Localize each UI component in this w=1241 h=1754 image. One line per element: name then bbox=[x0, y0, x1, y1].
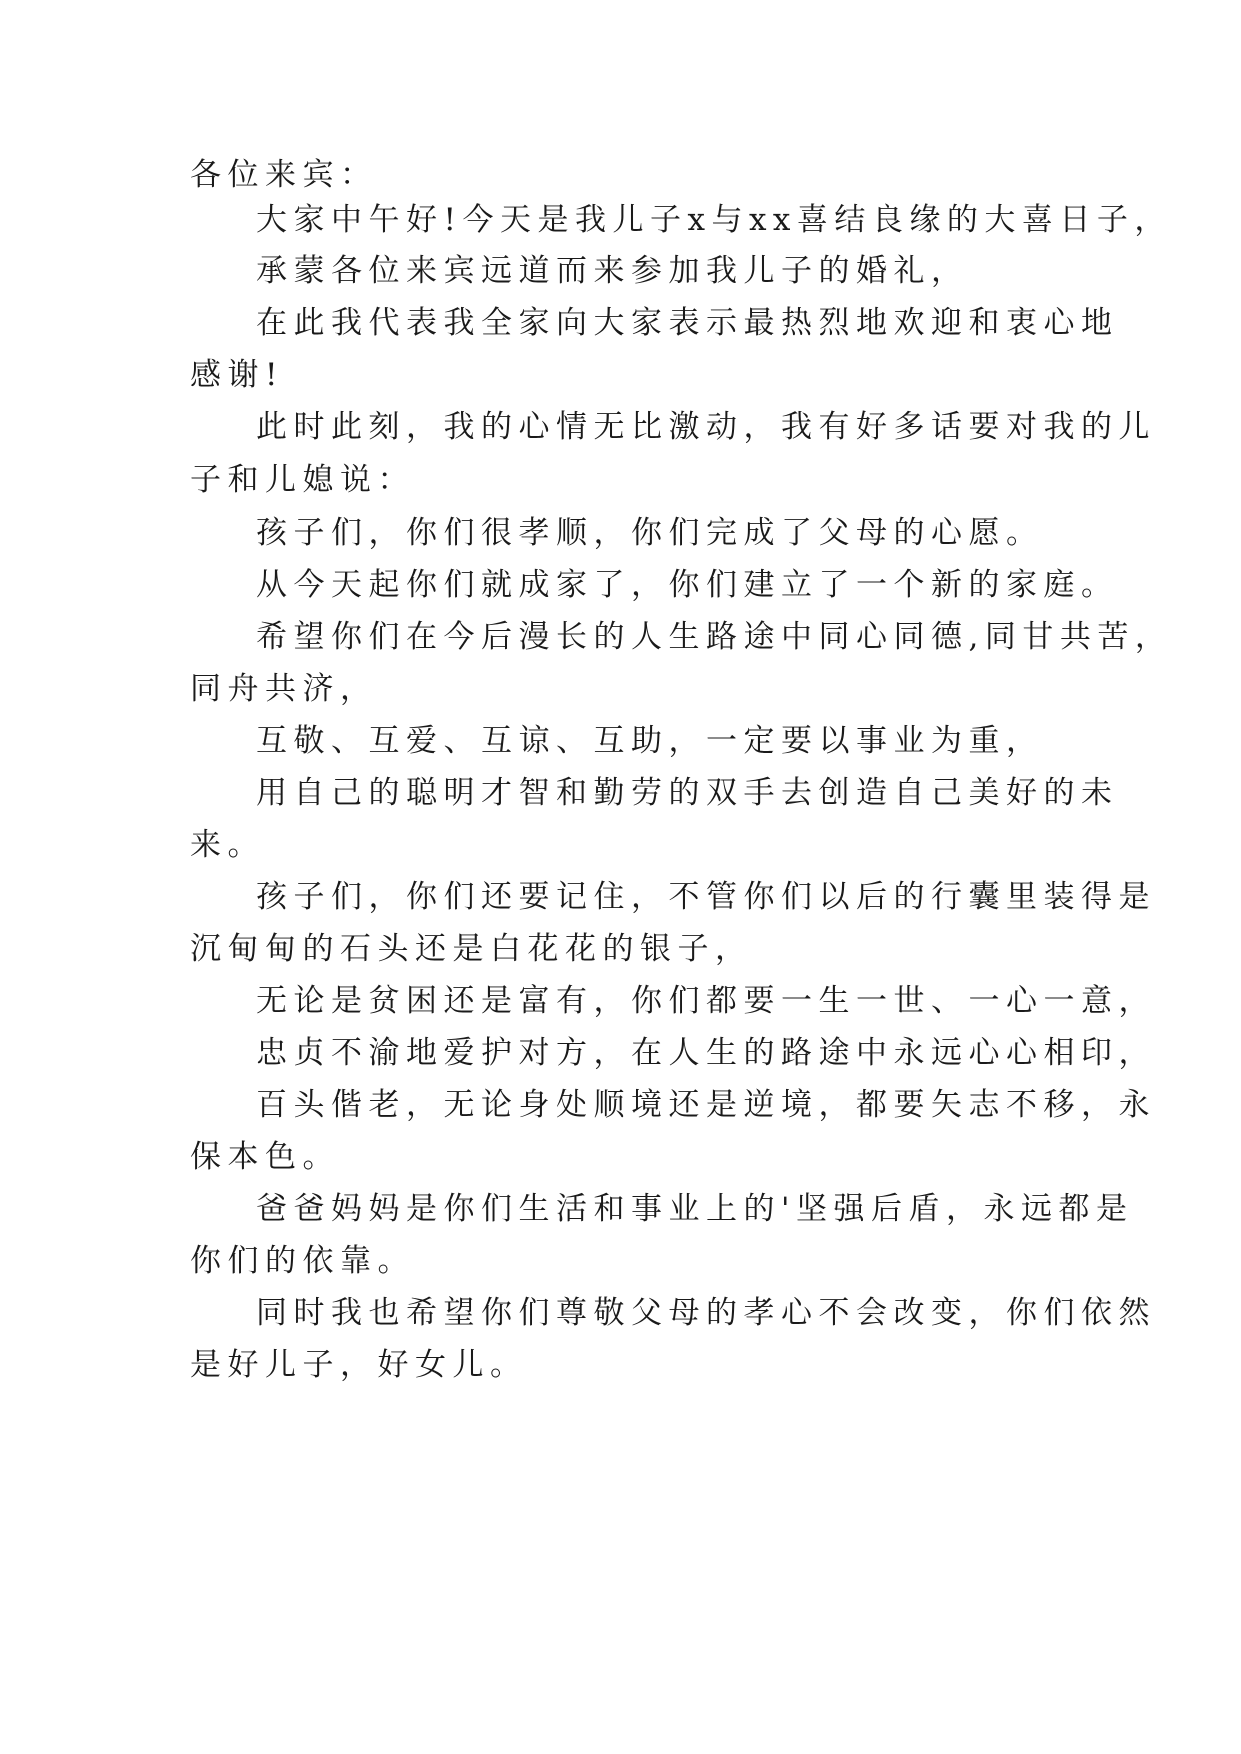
body-line: 孩子们，你们还要记住，不管你们以后的行囊里装得是 bbox=[256, 879, 1156, 915]
body-line: 大家中午好!今天是我儿子x与xx喜结良缘的大喜日子， bbox=[256, 202, 1172, 238]
body-line: 感谢! bbox=[190, 357, 284, 393]
body-line: 保本色。 bbox=[190, 1139, 340, 1175]
body-line: 用自己的聪明才智和勤劳的双手去创造自己美好的未 bbox=[256, 775, 1119, 811]
body-line: 同舟共济， bbox=[190, 671, 378, 707]
body-line: 爸爸妈妈是你们生活和事业上的'坚强后盾，永远都是 bbox=[256, 1191, 1134, 1227]
body-line: 无论是贫困还是富有，你们都要一生一世、一心一意， bbox=[256, 983, 1156, 1019]
body-line: 从今天起你们就成家了，你们建立了一个新的家庭。 bbox=[256, 567, 1119, 603]
body-line: 承蒙各位来宾远道而来参加我儿子的婚礼， bbox=[256, 253, 969, 289]
salutation: 各位来宾： bbox=[190, 157, 378, 193]
body-line: 沉甸甸的石头还是白花花的银子， bbox=[190, 931, 753, 967]
body-line: 是好儿子，好女儿。 bbox=[190, 1347, 528, 1383]
body-line: 来。 bbox=[190, 827, 265, 863]
body-line: 百头偕老，无论身处顺境还是逆境，都要矢志不移，永 bbox=[256, 1087, 1156, 1123]
body-line: 在此我代表我全家向大家表示最热烈地欢迎和衷心地 bbox=[256, 305, 1119, 341]
body-line: 互敬、互爱、互谅、互助，一定要以事业为重， bbox=[256, 723, 1044, 759]
body-line: 子和儿媳说： bbox=[190, 462, 415, 498]
body-line: 孩子们，你们很孝顺，你们完成了父母的心愿。 bbox=[256, 515, 1044, 551]
body-line: 希望你们在今后漫长的人生路途中同心同德,同甘共苦， bbox=[256, 619, 1173, 655]
body-line: 同时我也希望你们尊敬父母的孝心不会改变，你们依然 bbox=[256, 1295, 1156, 1331]
body-line: 你们的依靠。 bbox=[190, 1243, 415, 1279]
body-line: 此时此刻，我的心情无比激动，我有好多话要对我的儿 bbox=[256, 409, 1156, 445]
body-line: 忠贞不渝地爱护对方，在人生的路途中永远心心相印， bbox=[256, 1035, 1156, 1071]
